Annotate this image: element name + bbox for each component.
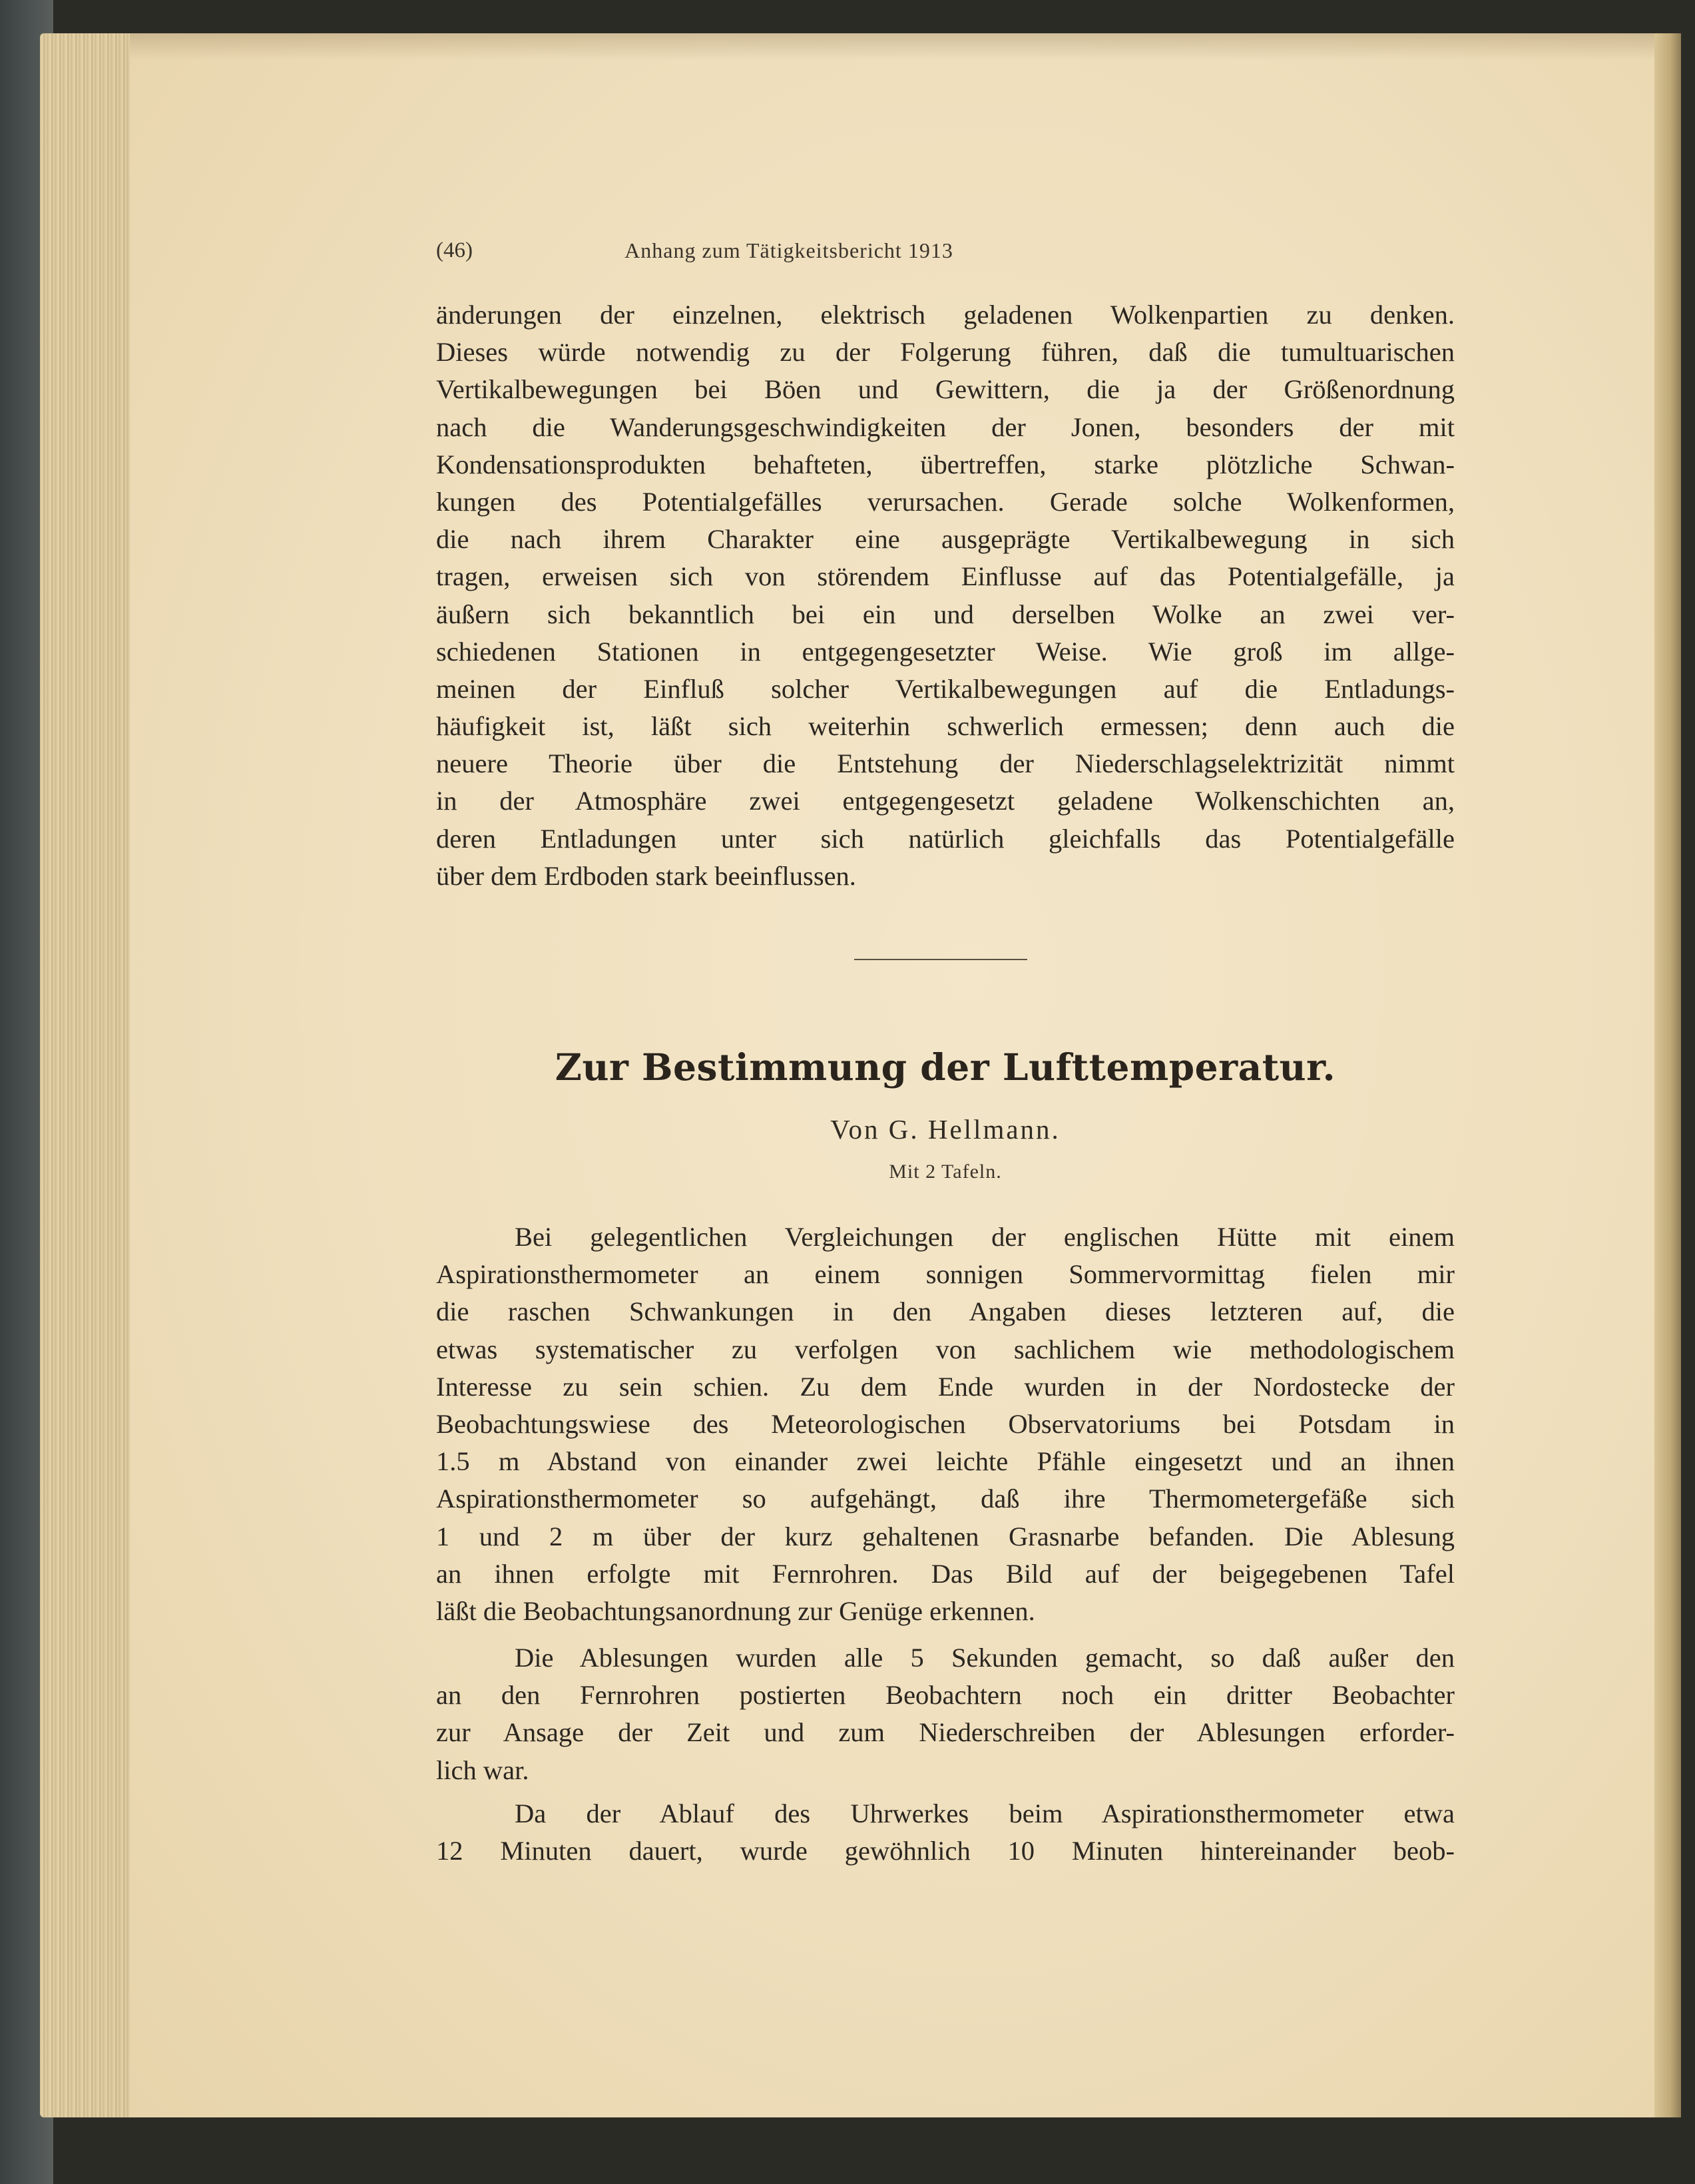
text-line: Vertikalbewegungen bei Böen und Gewittern, die ja der Größenordnung <box>436 374 1455 405</box>
text-line: Beobachtungswiese des Meteorologischen Observatoriums bei Potsdam in <box>436 1408 1455 1439</box>
continued-paragraph <box>436 296 1455 895</box>
text-line: lich war. <box>436 1755 529 1785</box>
text-line: meinen der Einfluß solcher Vertikalbewegungen auf die Entladungs- <box>436 673 1455 704</box>
text-line: 1.5 m Abstand von einander zwei leichte Pfähle eingesetzt und an ihnen <box>436 1446 1455 1477</box>
page-number: (46) <box>436 238 473 262</box>
text-line: Aspirationsthermometer an einem sonnigen Sommervormittag fielen mir <box>436 1259 1455 1290</box>
text-line: Aspirationsthermometer so aufgehängt, daß ihre Thermometergefäße sich <box>436 1484 1455 1514</box>
text-line: neuere Theorie über die Entstehung der Niederschlagselektrizität nimmt <box>436 748 1455 779</box>
article-title: Zur Bestimmung der Lufttemperatur. <box>555 1045 1336 1089</box>
article-subtitle: Mit 2 Tafeln. <box>889 1161 1002 1183</box>
text-line: zur Ansage der Zeit und zum Niederschreiben der Ablesungen erforder- <box>436 1717 1455 1748</box>
text-line: läßt die Beobachtungsanordnung zur Genüge erkennen. <box>436 1595 1035 1626</box>
page-edges <box>40 33 140 2117</box>
running-head-title: Anhang zum Tätigkeitsbericht 1913 <box>624 238 953 262</box>
article-paragraph-2 <box>436 1639 1455 1789</box>
text-line: schiedenen Stationen in entgegengesetzter Weise. Wie groß im allge- <box>436 636 1455 667</box>
text-line: 12 Minuten dauert, wurde gewöhnlich 10 Minuten hintereinander beob- <box>436 1836 1455 1866</box>
article-paragraph-3 <box>436 1795 1455 1870</box>
text-line: kungen des Potentialgefälles verursachen. Gerade solche Wolkenformen, <box>436 486 1455 517</box>
text-line: an ihnen erfolgte mit Fernrohren. Das Bild auf der beigegebenen Tafel <box>436 1558 1455 1589</box>
text-line: 1 und 2 m über der kurz gehaltenen Grasnarbe befanden. Die Ablesung <box>436 1521 1455 1551</box>
text-line: über dem Erdboden stark beeinflussen. <box>436 860 856 891</box>
text-line: in der Atmosphäre zwei entgegengesetzt geladene Wolkenschichten an, <box>436 786 1455 816</box>
text-line: deren Entladungen unter sich natürlich gleichfalls das Potentialgefälle <box>436 823 1455 854</box>
text-line: Die Ablesungen wurden alle 5 Sekunden gemacht, so daß außer den <box>515 1643 1455 1673</box>
text-line: an den Fernrohren postierten Beobachtern noch ein dritter Beobachter <box>436 1680 1455 1711</box>
page-right-edge <box>1654 33 1681 2117</box>
text-line: Kondensationsprodukten behafteten, übertreffen, starke plötzliche Schwan- <box>436 449 1455 479</box>
text-line: etwas systematischer zu verfolgen von sachlichem wie methodologischem <box>436 1334 1455 1364</box>
text-line: Da der Ablauf des Uhrwerkes beim Aspirationsthermometer etwa <box>515 1798 1455 1828</box>
article-paragraph-1 <box>436 1219 1455 1630</box>
article-author: Von G. Hellmann. <box>830 1114 1061 1145</box>
text-line: tragen, erweisen sich von störendem Einflusse auf das Potentialgefälle, ja <box>436 561 1455 592</box>
text-line: änderungen der einzelnen, elektrisch geladenen Wolkenpartien zu denken. <box>436 300 1455 330</box>
text-line: die nach ihrem Charakter eine ausgeprägte Vertikalbewegung in sich <box>436 524 1455 555</box>
text-line: äußern sich bekanntlich bei ein und derselben Wolke an zwei ver- <box>436 599 1455 629</box>
text-line: Bei gelegentlichen Vergleichungen der englischen Hütte mit einem <box>515 1222 1455 1252</box>
text-line: die raschen Schwankungen in den Angaben dieses letzteren auf, die <box>436 1296 1455 1327</box>
text-line: Dieses würde notwendig zu der Folgerung führen, daß die tumultuarischen <box>436 337 1455 368</box>
section-divider <box>854 959 1027 960</box>
page-shadow <box>130 33 1654 60</box>
text-line: Interesse zu sein schien. Zu dem Ende wurden in der Nordostecke der <box>436 1371 1455 1402</box>
running-head <box>436 238 1142 272</box>
text-line: nach die Wanderungsgeschwindigkeiten der Jonen, besonders der mit <box>436 411 1455 442</box>
text-line: häufigkeit ist, läßt sich weiterhin schwerlich ermessen; denn auch die <box>436 711 1455 742</box>
